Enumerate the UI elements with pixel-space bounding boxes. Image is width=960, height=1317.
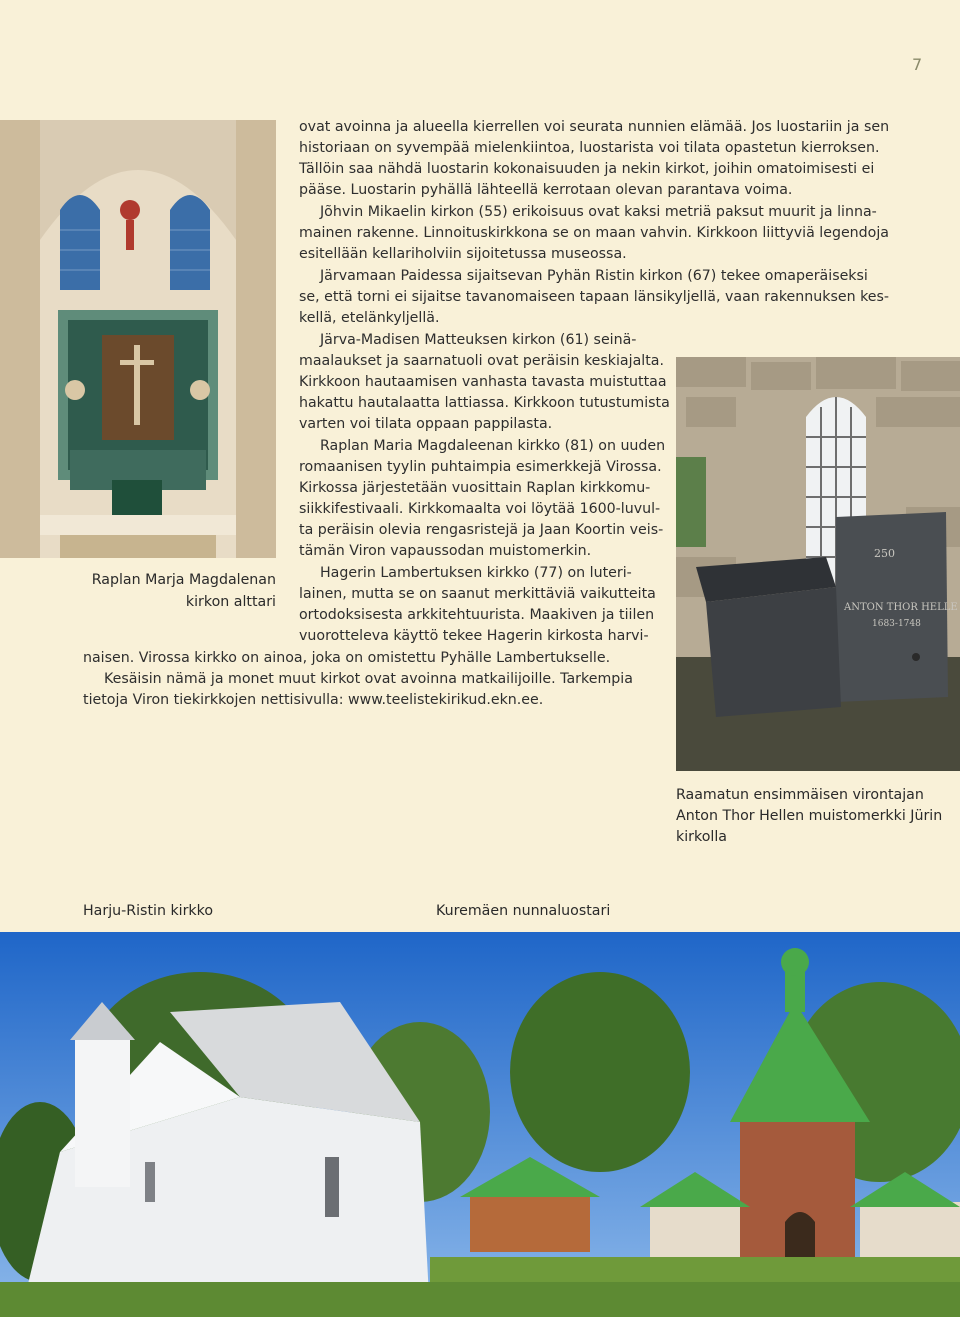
body-line: lainen, mutta se on saanut merkittäviä vaikutteita: [299, 586, 656, 602]
churches-photo: [0, 932, 960, 1317]
altar-caption-line1: Raplan Marja Magdalenan: [91, 572, 276, 588]
body-line: Hagerin Lambertuksen kirkko (77) on luteri-: [320, 565, 632, 581]
body-line: vuorotteleva käyttö tekee Hagerin kirkosta harvi-: [299, 628, 649, 644]
altar-photo: [0, 120, 276, 558]
memorial-caption-line2: Anton Thor Hellen muistomerkki Jürin: [676, 808, 943, 824]
body-line: Kirkossa järjestetään vuosittain Raplan kirkkomu-: [299, 480, 651, 496]
altar-caption-line2: kirkon alttari: [185, 594, 276, 610]
body-line: Järva-Madisen Matteuksen kirkon (61) seinä-: [320, 332, 637, 348]
body-line: maalaukset ja saarnatuoli ovat peräisin keskiajalta.: [299, 353, 664, 369]
harju-caption: Harju-Ristin kirkko: [83, 903, 214, 919]
body-line: Kirkkoon hautaamisen vanhasta tavasta muistuttaa: [299, 374, 667, 390]
memorial-inscription-name: ANTON THOR HELLE: [844, 602, 958, 613]
body-line: tämän Viron vapaussodan muistomerkin.: [299, 543, 592, 559]
body-line: Kesäisin nämä ja monet muut kirkot ovat avoinna matkailijoille. Tarkempia: [104, 671, 633, 687]
body-line: siikkifestivaali. Kirkkomaalta voi löytää 1600-luvul-: [299, 501, 661, 517]
body-line: ortodoksisesta arkkitehtuurista. Maakiven ja tiilen: [299, 607, 655, 623]
memorial-caption-line1: Raamatun ensimmäisen virontajan: [676, 787, 924, 803]
body-line: Järvamaan Paidessa sijaitsevan Pyhän Ristin kirkon (67) tekee omaperäiseksi: [320, 268, 868, 284]
body-line: kellä, etelänkyljellä.: [299, 310, 440, 326]
body-line: varten voi tilata oppaan pappilasta.: [299, 416, 553, 432]
kuremae-caption: Kuremäen nunnaluostari: [436, 903, 611, 919]
body-line: ta peräisin olevia rengasristejä ja Jaan Koortin veis-: [299, 522, 664, 538]
memorial-inscription-year: 250: [874, 547, 895, 560]
memorial-photo: [676, 357, 960, 771]
page-number: 7: [912, 55, 923, 74]
body-line: historiaan on syvempää mielenkiintoa, luostarista voi tilata opastetun kierroksen.: [299, 140, 880, 156]
body-line: Tällöin saa nähdä luostarin kokonaisuuden ja nekin kirkot, joihin omatoimisesti ei: [299, 161, 875, 177]
body-line: se, että torni ei sijaitse tavanomaiseen tapaan länsikyljellä, vaan rakennuksen kes-: [299, 289, 890, 305]
memorial-caption-line3: kirkolla: [676, 829, 727, 845]
body-line: tietoja Viron tiekirkkojen nettisivulla: www.teelistekirikud.ekn.ee.: [83, 692, 544, 708]
body-line: Jõhvin Mikaelin kirkon (55) erikoisuus ovat kaksi metriä paksut muurit ja linna-: [320, 204, 877, 220]
memorial-inscription-dates: 1683-1748: [872, 619, 921, 629]
body-line: romaanisen tyylin puhtaimpia esimerkkejä Virossa.: [299, 459, 662, 475]
body-line: naisen. Virossa kirkko on ainoa, joka on omistettu Pyhälle Lambertukselle.: [83, 650, 611, 666]
body-line: esitellään kellariholviin sijoitetussa museossa.: [299, 246, 627, 262]
body-line: mainen rakenne. Linnoituskirkkona se on maan vahvin. Kirkkoon liittyviä legendoja: [299, 225, 889, 241]
body-line: hakattu hautalaatta lattiassa. Kirkkoon tutustumista: [299, 395, 670, 411]
body-line: pääse. Luostarin pyhällä lähteellä kerrotaan olevan parantava voima.: [299, 182, 793, 198]
body-line: Raplan Maria Magdaleenan kirkko (81) on uuden: [320, 438, 666, 454]
body-line: ovat avoinna ja alueella kierrellen voi seurata nunnien elämää. Jos luostariin ja sen: [299, 119, 890, 135]
